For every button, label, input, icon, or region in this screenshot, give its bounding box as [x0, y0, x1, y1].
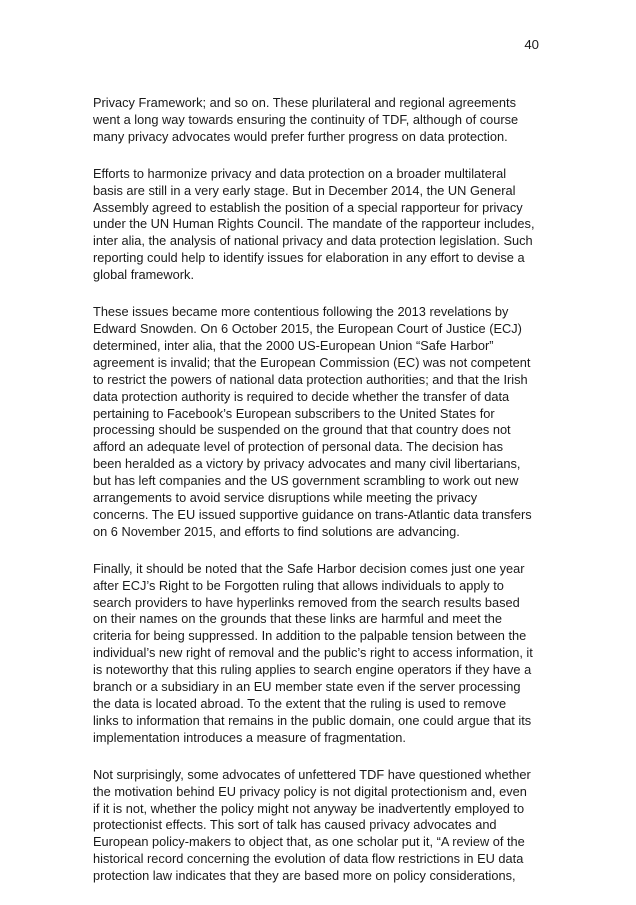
text-line: many privacy advocates would prefer further progress on data protection. [93, 128, 508, 144]
text-line: search providers to have hyperlinks removed from the search results based [93, 594, 520, 610]
text-line: pertaining to Facebook’s European subscribers to the United States for [93, 405, 495, 421]
document-body [93, 95, 545, 905]
text-line: global framework. [93, 267, 194, 283]
text-line: historical record concerning the evolution of data flow restrictions in EU data [93, 851, 524, 867]
text-line: protection law indicates that they are based more on policy considerations, [93, 868, 516, 884]
text-line: arrangements to avoid service disruptions while meeting the privacy [93, 490, 478, 506]
text-line: European policy-makers to object that, as one scholar put it, “A review of the [93, 834, 525, 850]
text-line: Edward Snowden. On 6 October 2015, the European Court of Justice (ECJ) [93, 320, 522, 336]
text-line: the motivation behind EU privacy policy is not digital protectionism and, even [93, 783, 527, 799]
text-line: agreement is invalid; that the European Commission (EC) was not competent [93, 354, 531, 370]
text-line: on their names on the grounds that these links are harmful and meet the [93, 611, 503, 627]
text-line: if it is not, whether the policy might not anyway be inadvertently employed to [93, 800, 525, 816]
text-line: determined, inter alia, that the 2000 US-European Union “Safe Harbor” [93, 337, 494, 353]
text-line: Not surprisingly, some advocates of unfettered TDF have questioned whether [93, 766, 531, 782]
page-number: 40 [524, 37, 539, 52]
text-line: processing should be suspended on the ground that that country does not [93, 422, 511, 438]
text-line: inter alia, the analysis of national privacy and data protection legislation. Such [93, 233, 533, 249]
text-line: branch or a subsidiary in an EU member state even if the server processing [93, 679, 521, 695]
paragraph [93, 95, 545, 146]
text-line: went a long way towards ensuring the continuity of TDF, although of course [93, 111, 519, 127]
text-line: Finally, it should be noted that the Safe Harbor decision comes just one year [93, 560, 525, 576]
text-line: These issues became more contentious following the 2013 revelations by [93, 304, 509, 320]
text-line: afford an adequate level of protection of personal data. The decision has [93, 439, 504, 455]
text-line: criteria for being suppressed. In addition to the palpable tension between the [93, 628, 527, 644]
paragraph [93, 304, 545, 541]
text-line: implementation introduces a measure of fragmentation. [93, 729, 406, 745]
text-line: Privacy Framework; and so on. These plurilateral and regional agreements [93, 95, 516, 110]
text-line: concerns. The EU issued supportive guidance on trans-Atlantic data transfers [93, 506, 532, 522]
text-line: after ECJ’s Right to be Forgotten ruling that allows individuals to apply to [93, 577, 504, 593]
text-line: but has left companies and the US government scrambling to work out new [93, 473, 519, 489]
paragraph [93, 166, 545, 284]
text-line: protectionist effects. This sort of talk has caused privacy advocates and [93, 817, 497, 833]
text-line: data protection authority is required to decide whether the transfer of data [93, 388, 510, 404]
text-line: basis are still in a very early stage. But in December 2014, the UN General [93, 182, 516, 198]
text-line: on 6 November 2015, and efforts to find solutions are advancing. [93, 523, 460, 539]
text-line: Assembly agreed to establish the position of a special rapporteur for privacy [93, 199, 523, 215]
text-line: links to information that remains in the public domain, one could argue that its [93, 712, 532, 728]
text-line: is noteworthy that this ruling applies to search engine operators if they have a [93, 662, 532, 678]
text-line: the data is located abroad. To the extent that the ruling is used to remove [93, 696, 507, 711]
paragraph [93, 767, 545, 885]
paragraph [93, 561, 545, 747]
text-line: Efforts to harmonize privacy and data protection on a broader multilateral [93, 165, 507, 181]
text-line: under the UN Human Rights Council. The mandate of the rapporteur includes, [93, 216, 535, 232]
text-line: individual’s new right of removal and the public’s right to access information, it [93, 645, 533, 661]
text-line: reporting could help to identify issues for elaboration in any effort to devise a [93, 250, 525, 266]
text-line: to restrict the powers of national data protection authorities; and that the Irish [93, 371, 528, 387]
text-line: been heralded as a victory by privacy advocates and many civil libertarians, [93, 456, 521, 472]
